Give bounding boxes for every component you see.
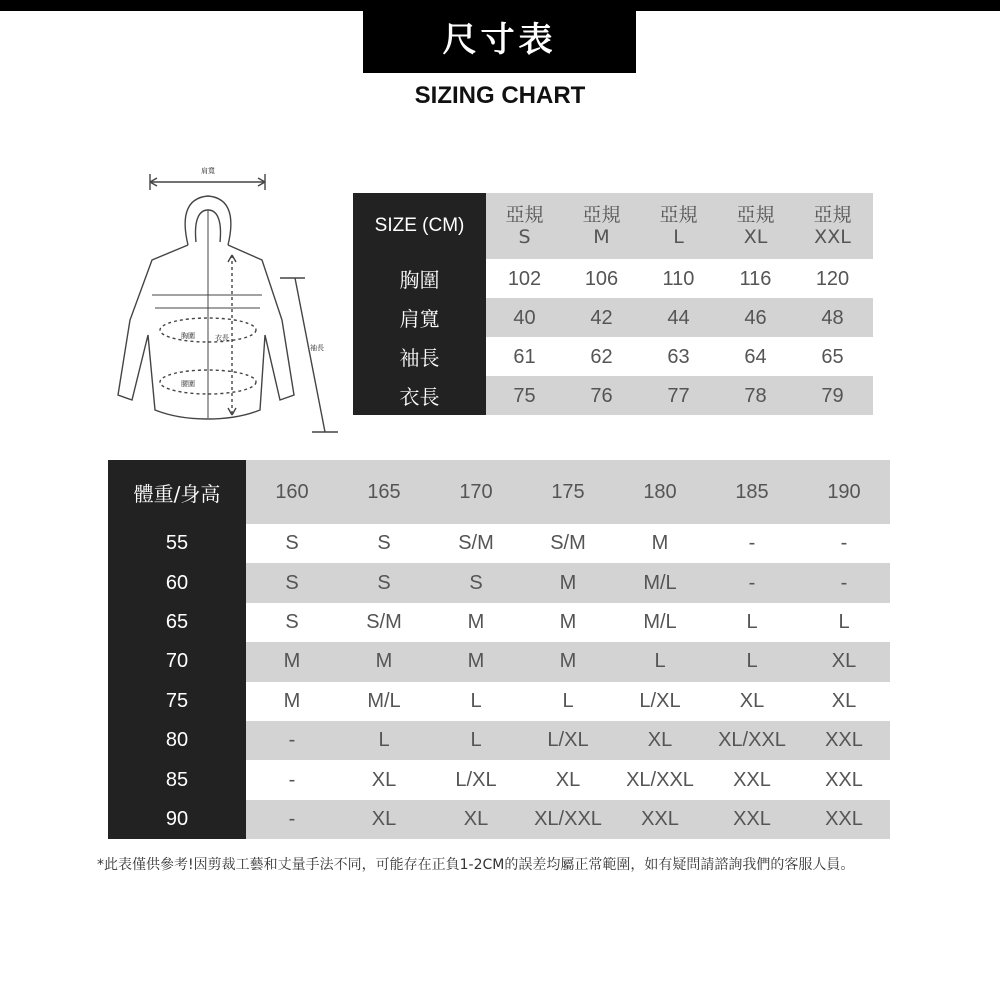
height-header: 160	[275, 480, 309, 503]
weight-row	[108, 760, 890, 799]
size-recommendation-cell: L	[470, 729, 482, 752]
weight-row	[108, 721, 890, 760]
diagram-label-chest: 胸圍	[181, 332, 195, 340]
weight-height-header-label: 體重/身高	[108, 460, 246, 524]
size-recommendation-cell: S/M	[458, 532, 494, 555]
size-recommendation-cell: -	[288, 768, 296, 791]
size-recommendation-cell: L	[746, 610, 758, 633]
table-cell: 106	[584, 267, 619, 290]
height-header: 175	[551, 480, 585, 503]
size-recommendation-cell: XL/XXL	[534, 807, 602, 830]
size-recommendation-cell: S/M	[366, 610, 402, 633]
size-recommendation-cell: L	[378, 729, 390, 752]
size-recommendation-cell: M	[467, 650, 485, 673]
diagram-label-body-length: 衣長	[215, 334, 229, 342]
table-cell: 78	[744, 384, 767, 407]
table-cell: 76	[590, 384, 613, 407]
table-cell: 40	[513, 306, 536, 329]
size-recommendation-cell: M	[559, 650, 577, 673]
size-recommendation-cell: L	[654, 650, 666, 673]
height-header: 185	[735, 480, 769, 503]
size-column-header: 亞規 XL	[736, 204, 775, 248]
size-table-header-label: SIZE (CM)	[353, 193, 486, 259]
weight-row	[108, 642, 890, 681]
size-recommendation-cell: XXL	[825, 768, 863, 791]
size-recommendation-cell: L/XL	[639, 689, 681, 712]
table-cell: 62	[590, 345, 613, 368]
weight-label: 75	[108, 682, 246, 721]
size-recommendation-cell: XXL	[641, 807, 679, 830]
diagram-label-waist: 腰圍	[181, 380, 195, 388]
size-recommendation-cell: M/L	[643, 571, 677, 594]
height-header: 180	[643, 480, 677, 503]
table-cell: 102	[507, 267, 542, 290]
height-header: 165	[367, 480, 401, 503]
weight-label: 85	[108, 760, 246, 799]
page-subtitle: SIZING CHART	[414, 82, 586, 109]
size-recommendation-cell: S	[285, 571, 299, 594]
table-cell: 42	[590, 306, 613, 329]
size-recommendation-cell: -	[840, 532, 848, 555]
weight-row	[108, 524, 890, 563]
weight-row	[108, 800, 890, 839]
size-recommendation-cell: L	[470, 689, 482, 712]
size-recommendation-cell: S	[285, 610, 299, 633]
row-label: 胸圍	[353, 259, 486, 298]
table-cell: 120	[815, 267, 850, 290]
weight-height-header-row	[108, 460, 890, 524]
weight-label: 70	[108, 642, 246, 681]
size-recommendation-cell: XL	[831, 650, 857, 673]
table-cell: 110	[662, 267, 695, 290]
height-header: 190	[827, 480, 861, 503]
size-recommendation-cell: S	[377, 532, 391, 555]
table-cell: 64	[744, 345, 767, 368]
size-recommendation-cell: XXL	[825, 807, 863, 830]
size-recommendation-cell: M	[559, 571, 577, 594]
size-recommendation-cell: L	[746, 650, 758, 673]
size-recommendation-cell: XXL	[733, 807, 771, 830]
weight-row	[108, 603, 890, 642]
table-cell: 65	[821, 345, 844, 368]
size-recommendation-cell: XXL	[825, 729, 863, 752]
size-table-header-row	[353, 193, 873, 259]
table-cell: 116	[739, 267, 772, 290]
size-recommendation-cell: XL	[555, 768, 581, 791]
table-cell: 61	[513, 345, 536, 368]
size-table-row	[353, 337, 873, 376]
size-recommendation-cell: XXL	[733, 768, 771, 791]
size-recommendation-cell: S/M	[550, 532, 586, 555]
jacket-measurement-diagram	[100, 160, 345, 445]
weight-label: 60	[108, 563, 246, 602]
size-recommendation-cell: -	[748, 532, 756, 555]
size-recommendation-cell: M	[375, 650, 393, 673]
size-recommendation-cell: S	[285, 532, 299, 555]
size-recommendation-cell: -	[288, 729, 296, 752]
size-column-header: 亞規 S	[505, 204, 544, 248]
weight-label: 65	[108, 603, 246, 642]
height-header: 170	[459, 480, 493, 503]
size-recommendation-cell: XL	[739, 689, 765, 712]
weight-label: 80	[108, 721, 246, 760]
size-column-header: 亞規 M	[582, 204, 621, 248]
weight-height-table	[108, 460, 890, 839]
weight-height-body	[108, 524, 890, 839]
size-measurement-table	[353, 193, 873, 415]
size-recommendation-cell: XL/XXL	[626, 768, 694, 791]
size-recommendation-cell: M	[283, 689, 301, 712]
size-recommendation-cell: XL	[371, 768, 397, 791]
size-recommendation-cell: -	[840, 571, 848, 594]
weight-label: 55	[108, 524, 246, 563]
table-cell: 44	[667, 306, 690, 329]
row-label: 袖長	[353, 337, 486, 376]
table-cell: 77	[667, 384, 690, 407]
size-recommendation-cell: XL	[831, 689, 857, 712]
size-table-row	[353, 259, 873, 298]
size-recommendation-cell: S	[469, 571, 483, 594]
size-recommendation-cell: XL	[647, 729, 673, 752]
size-recommendation-cell: M/L	[643, 610, 677, 633]
row-label: 衣長	[353, 376, 486, 415]
size-recommendation-cell: M	[651, 532, 669, 555]
size-recommendation-cell: XL	[371, 807, 397, 830]
size-table-row	[353, 376, 873, 415]
size-recommendation-cell: L	[838, 610, 850, 633]
size-recommendation-cell: L/XL	[455, 768, 497, 791]
size-recommendation-cell: L	[562, 689, 574, 712]
table-cell: 79	[821, 384, 844, 407]
diagram-label-sleeve: 袖長	[310, 344, 324, 352]
size-column-header: 亞規 XXL	[813, 204, 852, 248]
size-recommendation-cell: S	[377, 571, 391, 594]
size-table-row	[353, 298, 873, 337]
page-title	[363, 0, 636, 73]
table-cell: 63	[667, 345, 690, 368]
size-recommendation-cell: M	[467, 610, 485, 633]
row-label: 肩寬	[353, 298, 486, 337]
table-cell: 46	[744, 306, 767, 329]
size-column-header: 亞規 L	[659, 204, 698, 248]
size-recommendation-cell: M/L	[367, 689, 401, 712]
weight-row	[108, 563, 890, 602]
weight-row	[108, 682, 890, 721]
size-recommendation-cell: M	[283, 650, 301, 673]
weight-label: 90	[108, 800, 246, 839]
table-cell: 48	[821, 306, 844, 329]
diagram-label-shoulder: 肩寬	[201, 167, 215, 175]
disclaimer-note: *此表僅供參考!因剪裁工藝和丈量手法不同，可能存在正負1-2CM的誤差均屬正常範圍，如有疑問請諮詢我們的客服人員。	[97, 857, 855, 873]
size-recommendation-cell: XL/XXL	[718, 729, 786, 752]
size-recommendation-cell: M	[559, 610, 577, 633]
size-recommendation-cell: L/XL	[547, 729, 589, 752]
size-recommendation-cell: -	[748, 571, 756, 594]
size-recommendation-cell: XL	[463, 807, 489, 830]
size-recommendation-cell: -	[288, 807, 296, 830]
table-cell: 75	[513, 384, 536, 407]
page-title-text: 尺寸表	[442, 20, 557, 60]
